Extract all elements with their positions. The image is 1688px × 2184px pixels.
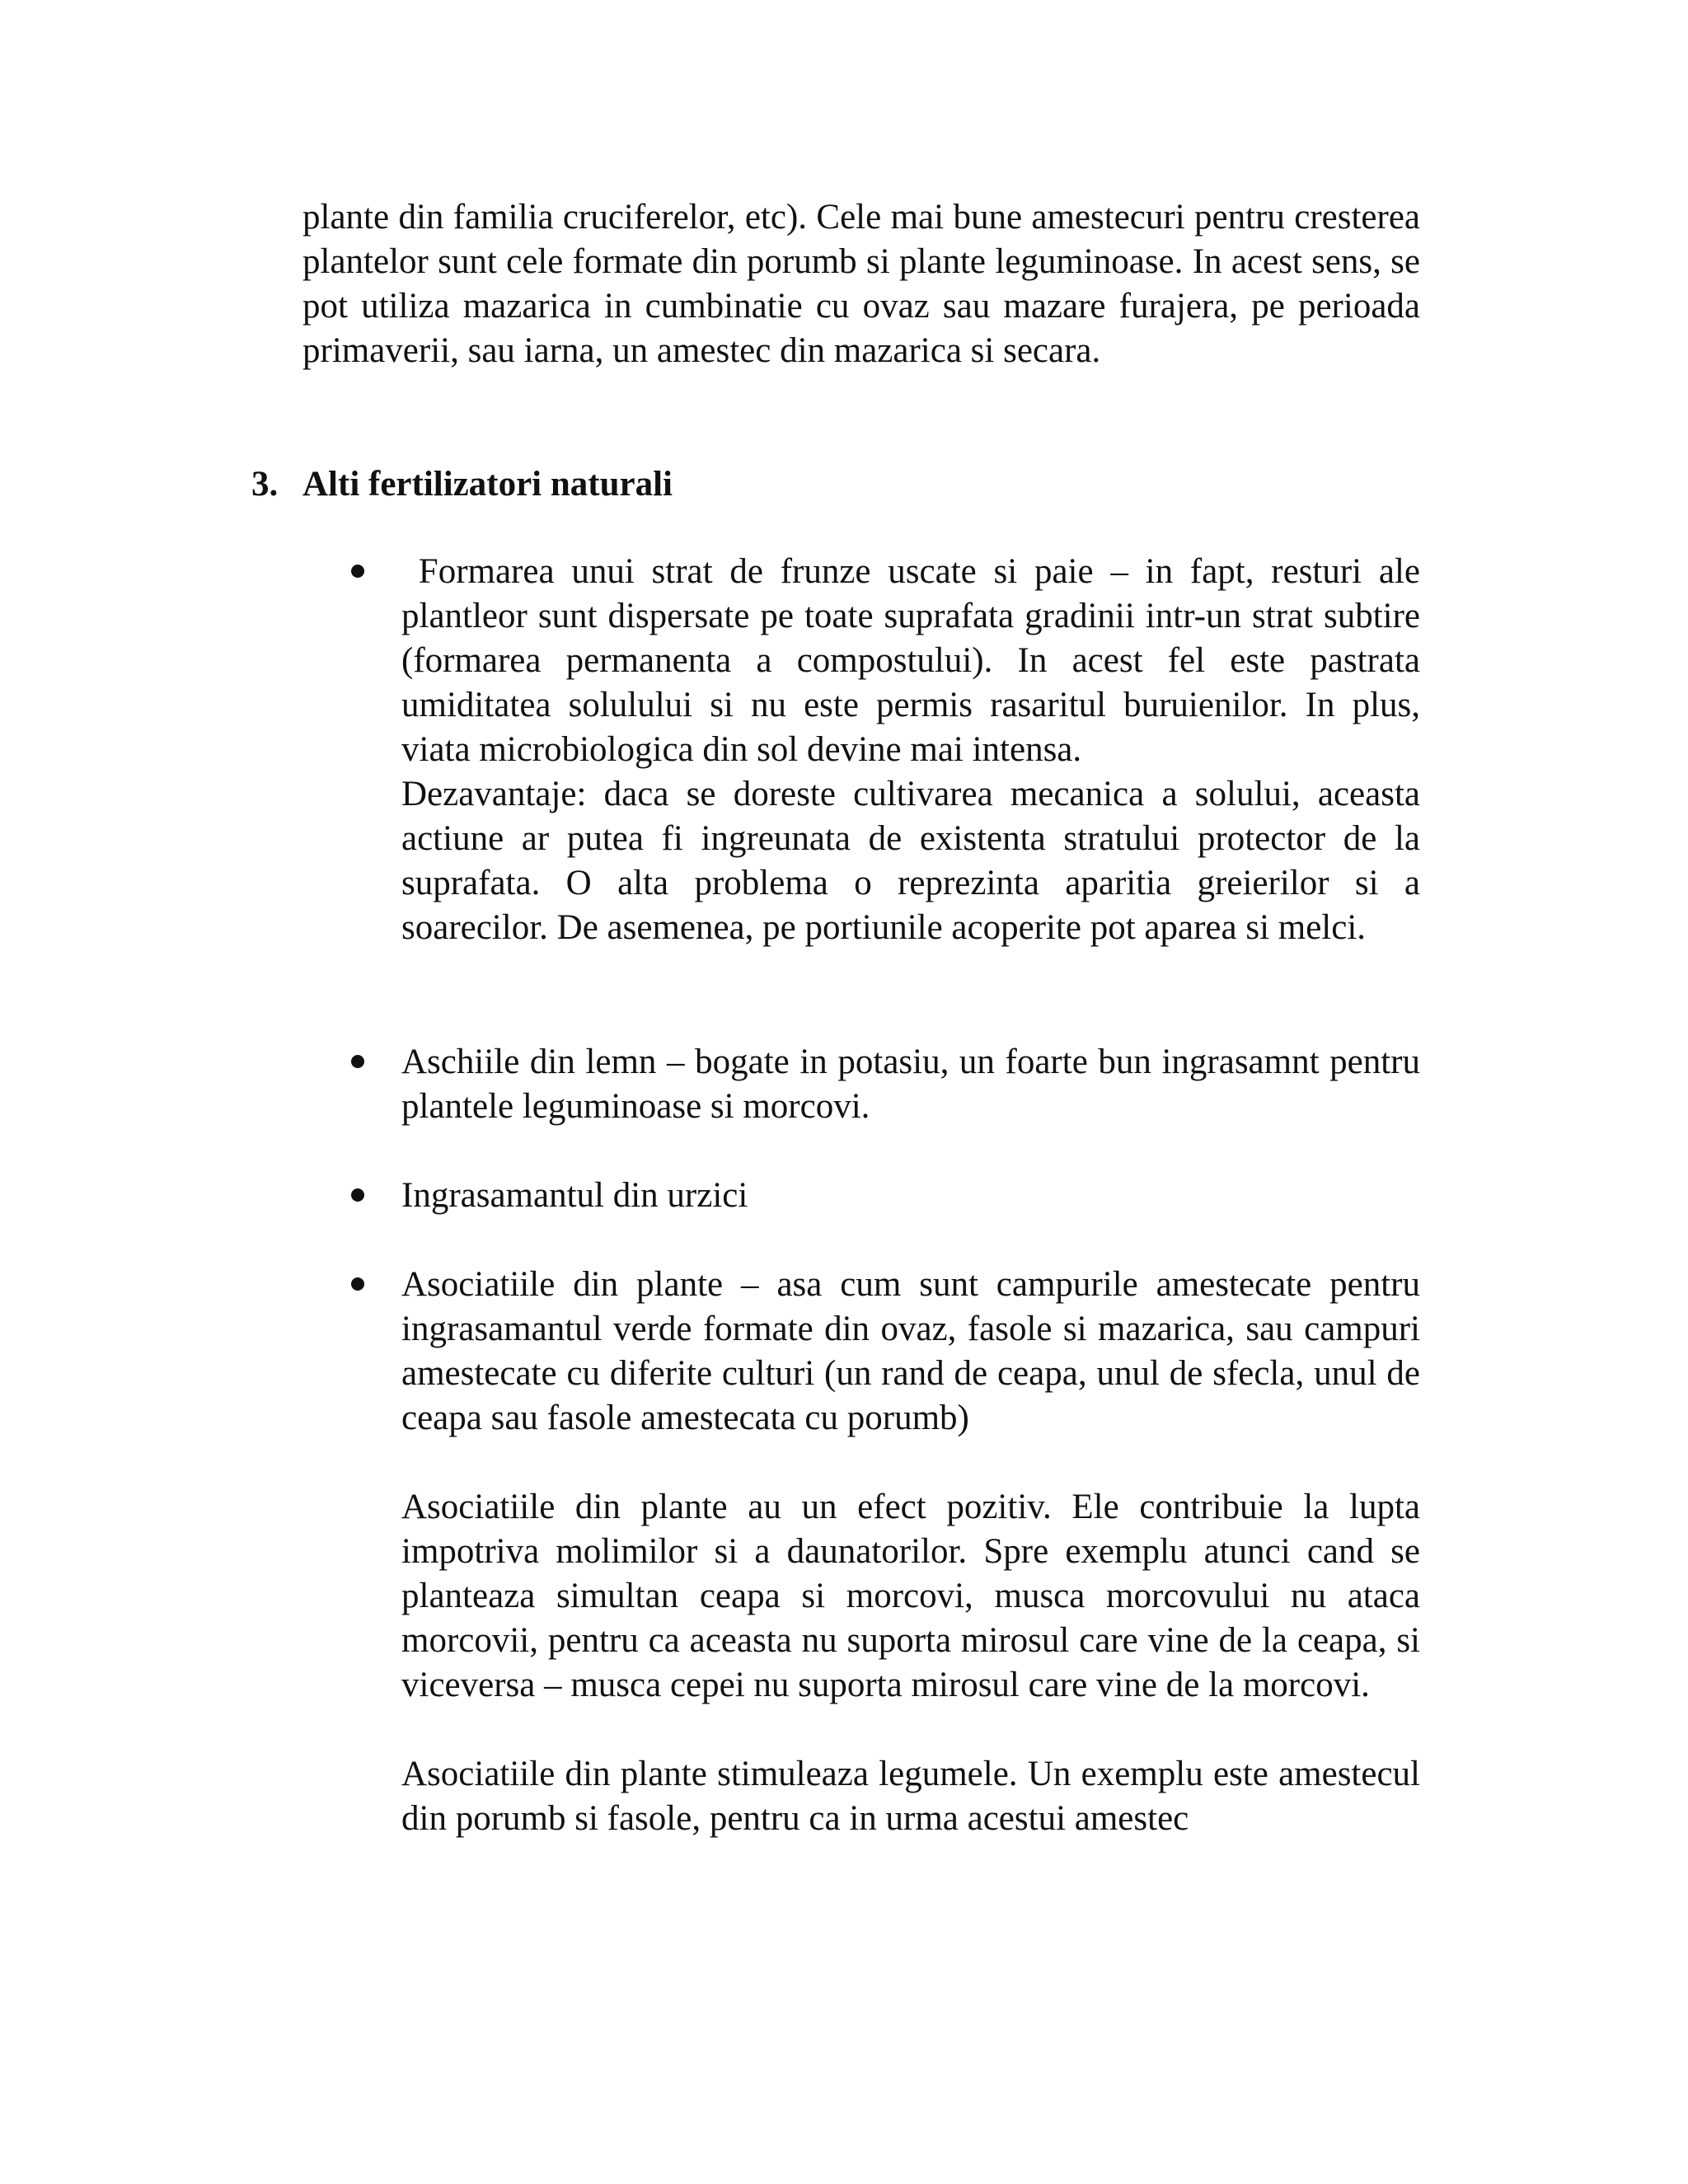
list-item bbox=[401, 550, 1429, 950]
bullet-icon bbox=[351, 1188, 364, 1202]
list-item bbox=[401, 1174, 1420, 1218]
list-item-extra: Dezavantaje: daca se doreste cultivarea mecanica a solului, aceasta actiune ar putea fi ingreunata de existenta stratului protector de la suprafata. O alta problema o reprezinta aparitia greierilor si a soarecilor. De asemenea, pe portiunile acoperite pot aparea si melci. bbox=[401, 775, 1420, 947]
list-item-paragraph: Asociatiile din plante au un efect pozitiv. Ele contribuie la lupta impotriva molimilor si a daunatorilor. Spre exemplu atunci cand se planteaza simultan ceapa si morcovi, musca morcovului nu ataca morcovii, pentru ca aceasta nu suporta mirosul care vine de la ceapa, si viceversa – musca cepei nu suporta mirosul care vine de la morcovi. bbox=[401, 1488, 1420, 1704]
section-number: 3. bbox=[251, 465, 279, 504]
intro-paragraph: plante din familia cruciferelor, etc). Cele mai bune amestecuri pentru cresterea plantelor sunt cele formate din porumb si plante leguminoase. In acest sens, se pot utiliza mazarica in cumbinatie cu ovaz sau mazare furajera, pe perioada primaverii, sau iarna, un amestec din mazarica si secara. bbox=[302, 198, 1420, 370]
bullet-icon bbox=[351, 565, 364, 578]
list-item-text: Asociatiile din plante – asa cum sunt campurile amestecate pentru ingrasamantul verde formate din ovaz, fasole si mazarica, sau campuri amestecate cu diferite culturi (un rand de ceapa, unul de sfecla, unul de ceapa sau fasole amestecata cu porumb) bbox=[401, 1265, 1420, 1437]
list-item-paragraph: Asociatiile din plante stimuleaza legumele. Un exemplu este amestecul din porumb si fasole, pentru ca in urma acestui amestec bbox=[401, 1755, 1420, 1838]
list-item-text: Formarea unui strat de frunze uscate si paie – in fapt, resturi ale plantleor sunt dispersate pe toate suprafata gradinii intr-un strat subtire (formarea permanenta a compostului). In acest fel este pastrata umiditatea solulului si nu este permis rasaritul buruienilor. In plus, viata microbiologica din sol devine mai intensa. bbox=[401, 552, 1429, 769]
bullet-icon bbox=[351, 1055, 364, 1068]
section-title: Alti fertilizatori naturali bbox=[302, 465, 673, 504]
section-heading bbox=[251, 462, 673, 507]
list-item bbox=[401, 1263, 1420, 1841]
list-item bbox=[401, 1040, 1420, 1129]
list-item-text: Aschiile din lemn – bogate in potasiu, un foarte bun ingrasamnt pentru plantele leguminoase si morcovi. bbox=[401, 1043, 1420, 1126]
list-item-text: Ingrasamantul din urzici bbox=[401, 1176, 748, 1215]
bullet-icon bbox=[351, 1277, 364, 1291]
